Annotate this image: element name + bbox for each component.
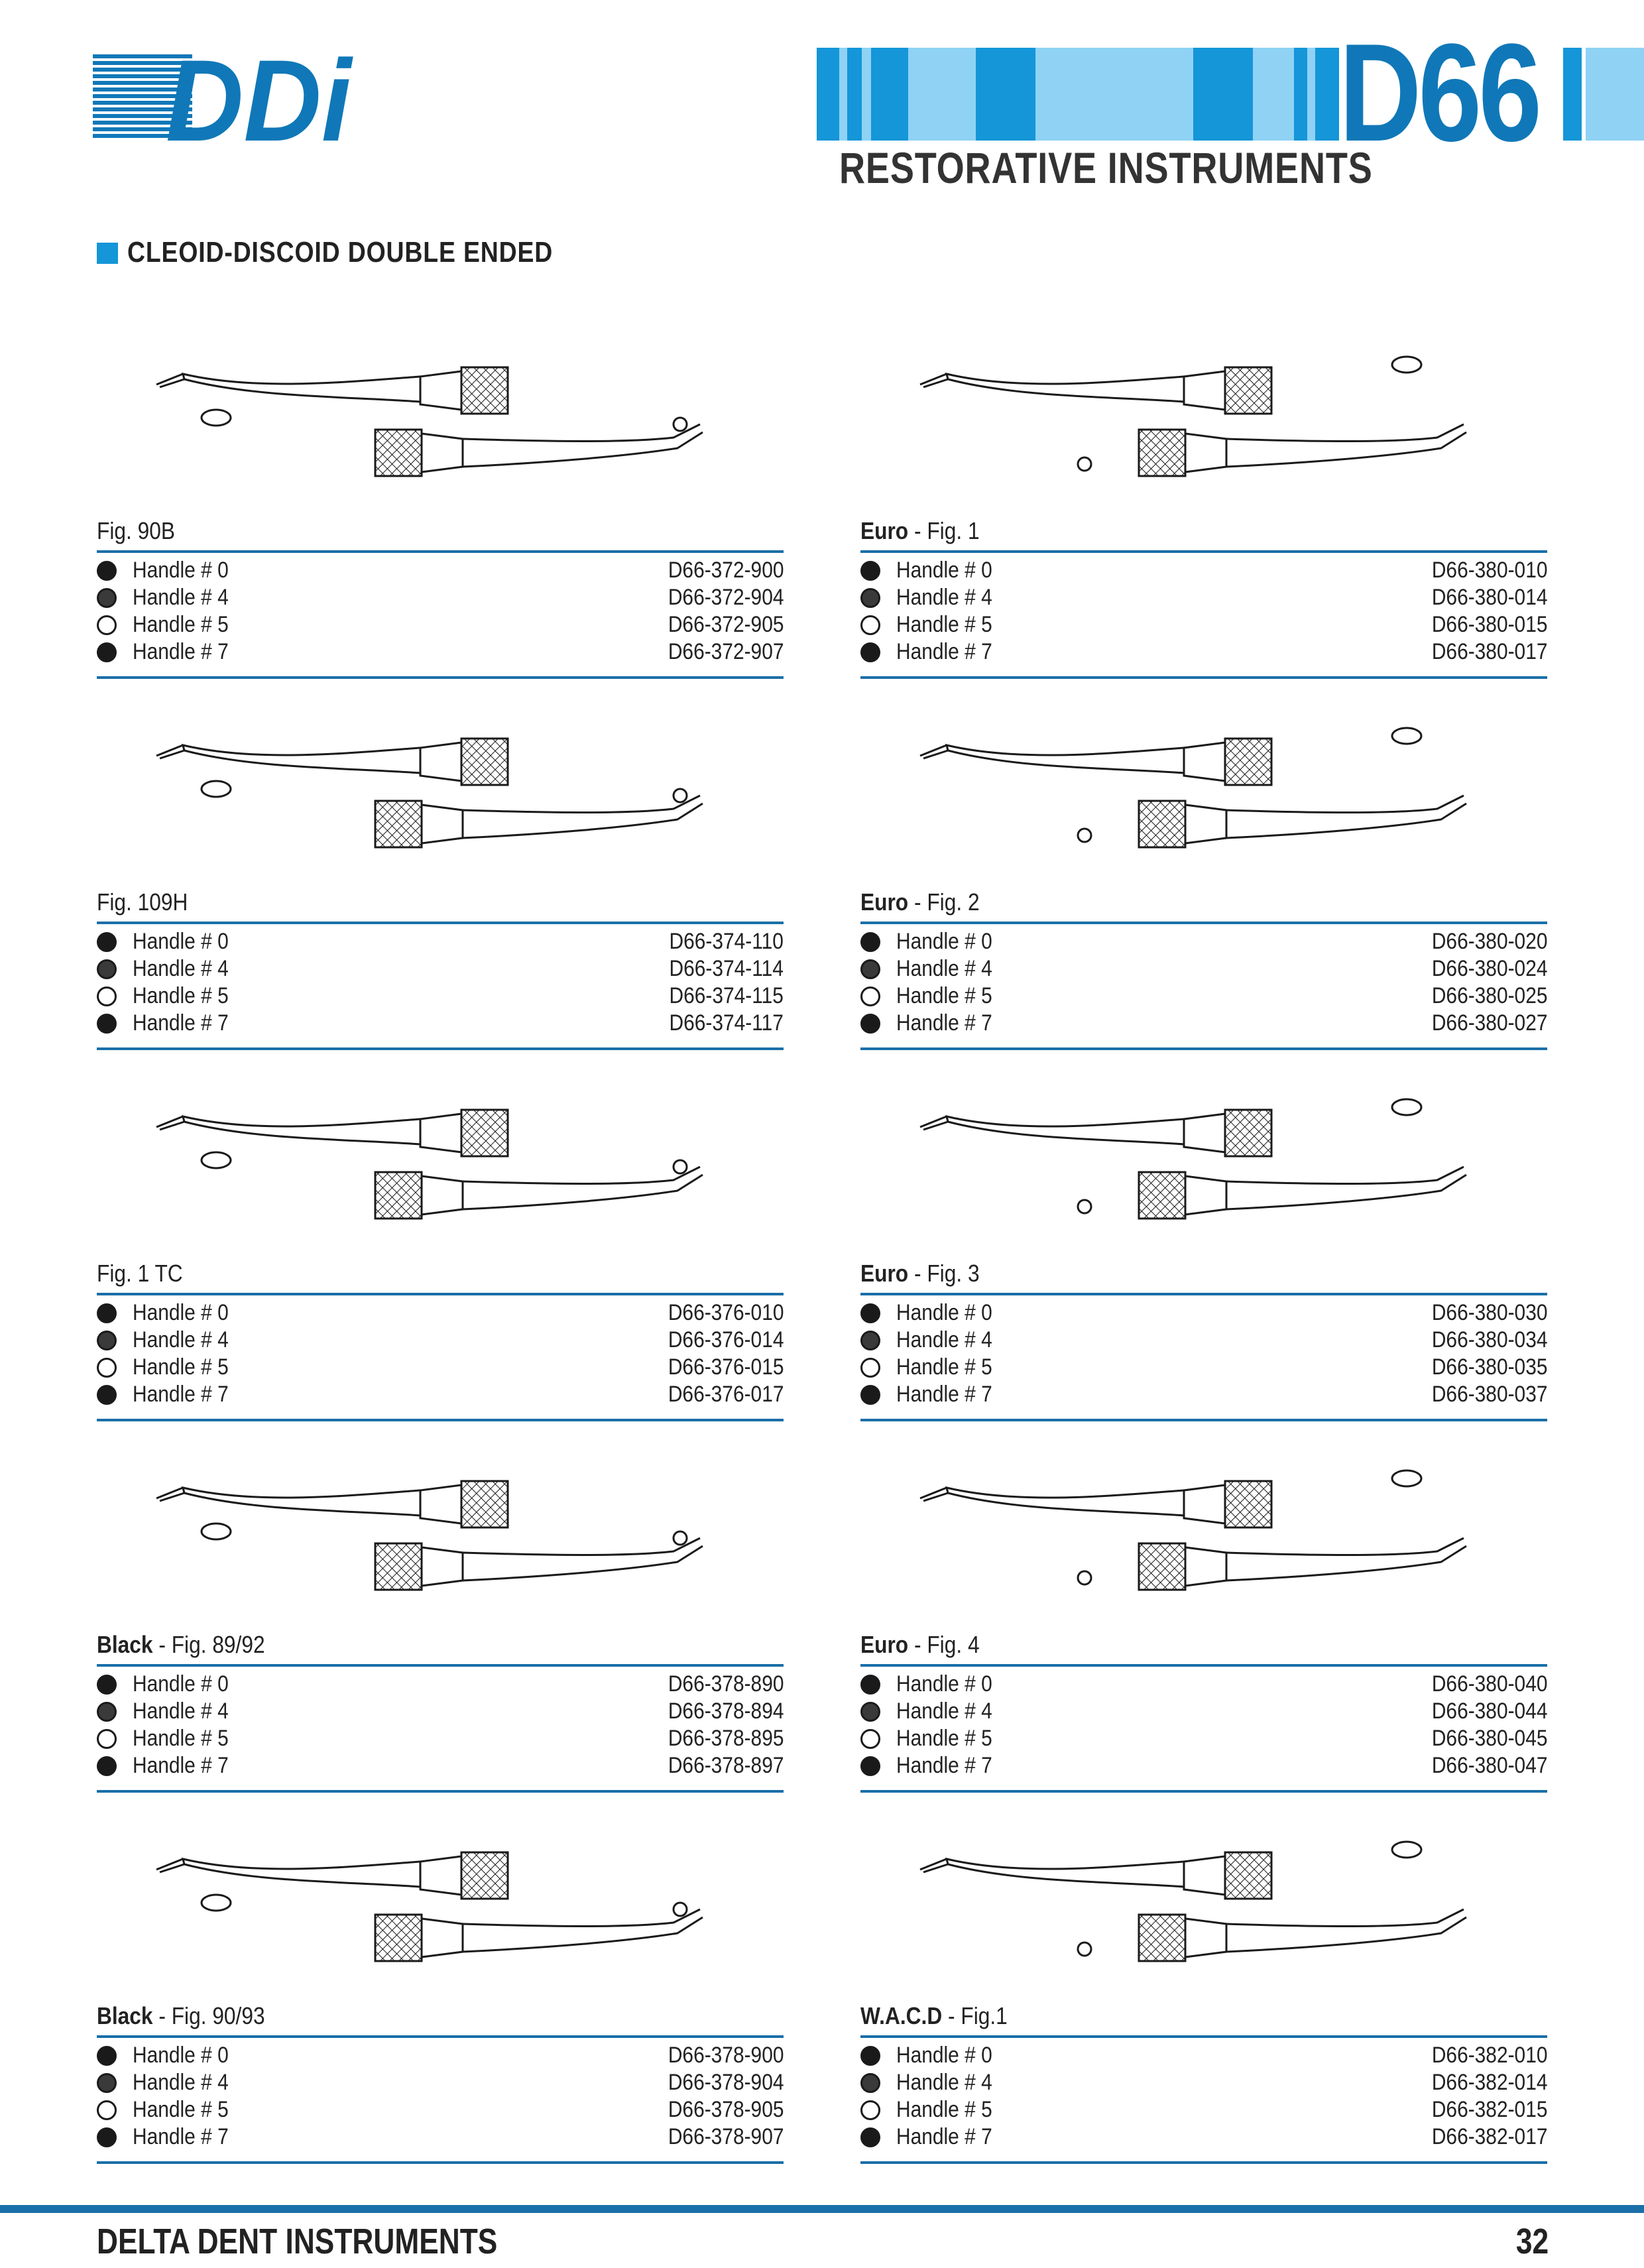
handle-dot-icon [860, 642, 880, 662]
table-row [860, 1354, 1547, 1381]
handle-label: Handle # 5 [133, 983, 229, 1008]
table-row [97, 2042, 784, 2069]
handle-table [97, 928, 784, 1037]
table-rule-top [860, 550, 1547, 553]
figure-title [860, 1260, 980, 1287]
instrument-drawing [860, 1061, 1547, 1260]
header-stripe-band [817, 48, 1339, 141]
ddi-logo [93, 41, 358, 154]
table-row [97, 1698, 784, 1725]
handle-dot-icon [97, 986, 117, 1006]
handle-dot-icon [860, 1331, 880, 1350]
table-rule-top [97, 922, 784, 924]
handle-label: Handle # 0 [133, 1300, 229, 1325]
product-code: D66-374-114 [669, 956, 784, 981]
handle-dot-icon [97, 2073, 117, 2093]
figure-label: - Fig. 3 [908, 1260, 980, 1287]
product-block [97, 1432, 784, 1803]
table-rule-bottom [97, 1047, 784, 1050]
header-stripe-end-light [1586, 48, 1644, 141]
table-rule-bottom [860, 2161, 1547, 2164]
figure-title [97, 888, 188, 916]
handle-label: Handle # 4 [896, 585, 992, 610]
table-row [860, 1698, 1547, 1725]
handle-dot-icon [860, 2046, 880, 2066]
instrument-drawing [97, 1061, 784, 1260]
catalog-subtitle: RESTORATIVE INSTRUMENTS [839, 143, 1373, 192]
handle-dot-icon [97, 1729, 117, 1749]
instrument-drawing [860, 1432, 1547, 1631]
figure-label: - Fig. 89/92 [152, 1631, 265, 1658]
handle-dot-icon [97, 1385, 117, 1405]
handle-dot-icon [860, 2073, 880, 2093]
handle-label: Handle # 4 [133, 1699, 229, 1724]
handle-dot-icon [97, 1358, 117, 1378]
table-row [860, 1725, 1547, 1752]
table-rule-bottom [97, 676, 784, 679]
handle-label: Handle # 7 [896, 2124, 992, 2149]
figure-prefix: Black [97, 2002, 153, 2029]
product-block [860, 1803, 1547, 2175]
handle-label: Handle # 7 [896, 1010, 992, 1036]
table-row [860, 2042, 1547, 2069]
footer-company: DELTA DENT INSTRUMENTS [97, 2222, 498, 2261]
instrument-drawing [860, 689, 1547, 888]
handle-dot-icon [860, 615, 880, 635]
handle-dot-icon [97, 615, 117, 635]
table-row [860, 928, 1547, 955]
product-code: D66-378-904 [668, 2070, 784, 2095]
header-stripe-end [1563, 48, 1582, 141]
handle-dot-icon [860, 1756, 880, 1776]
handle-dot-icon [97, 2127, 117, 2147]
table-rule-top [97, 1293, 784, 1295]
product-code: D66-382-017 [1431, 2124, 1547, 2149]
product-code: D66-382-015 [1431, 2097, 1547, 2122]
product-code: D66-382-010 [1431, 2043, 1547, 2068]
figure-label: Fig. 1 TC [97, 1260, 183, 1287]
table-row [97, 1327, 784, 1354]
table-row [97, 1381, 784, 1408]
handle-dot-icon [97, 959, 117, 979]
table-row [860, 1671, 1547, 1698]
table-rule-bottom [860, 1047, 1547, 1050]
instrument-drawing [860, 1803, 1547, 2002]
handle-dot-icon [860, 986, 880, 1006]
table-rule-top [97, 550, 784, 553]
product-code: D66-374-115 [669, 983, 784, 1008]
table-row [97, 1299, 784, 1327]
figure-prefix: Euro [860, 1260, 909, 1287]
product-code: D66-380-045 [1431, 1726, 1547, 1751]
handle-table [860, 557, 1547, 666]
product-code: D66-380-030 [1431, 1300, 1547, 1325]
table-row [97, 557, 784, 584]
product-block [97, 1803, 784, 2175]
handle-dot-icon [860, 1729, 880, 1749]
table-row [860, 1381, 1547, 1408]
handle-label: Handle # 7 [133, 1753, 229, 1778]
table-row [860, 1752, 1547, 1779]
table-rule-top [97, 1664, 784, 1667]
handle-dot-icon [860, 2127, 880, 2147]
section-bullet-icon [97, 243, 118, 264]
handle-label: Handle # 0 [896, 2043, 992, 2068]
handle-label: Handle # 7 [133, 1382, 229, 1407]
product-code: D66-378-900 [668, 2043, 784, 2068]
handle-label: Handle # 0 [133, 558, 229, 583]
instrument-drawing [97, 1803, 784, 2002]
product-code: D66-376-015 [668, 1354, 784, 1380]
handle-table [97, 1671, 784, 1779]
product-block [860, 689, 1547, 1061]
product-code: D66-376-017 [668, 1382, 784, 1407]
table-row [97, 1010, 784, 1037]
product-code: D66-380-027 [1431, 1010, 1547, 1036]
figure-prefix: Euro [860, 1631, 909, 1658]
page-number: 32 [1515, 2222, 1549, 2261]
handle-dot-icon [97, 1702, 117, 1722]
handle-label: Handle # 4 [896, 2070, 992, 2095]
table-rule-bottom [97, 1419, 784, 1421]
table-row [97, 1725, 784, 1752]
section-title: CLEOID-DISCOID DOUBLE ENDED [127, 236, 554, 269]
product-block [97, 318, 784, 689]
handle-label: Handle # 0 [896, 1671, 992, 1697]
product-code: D66-378-897 [668, 1753, 784, 1778]
handle-label: Handle # 0 [896, 1300, 992, 1325]
product-code: D66-372-905 [668, 612, 784, 637]
handle-label: Handle # 5 [133, 1726, 229, 1751]
handle-dot-icon [860, 2100, 880, 2120]
handle-label: Handle # 0 [133, 1671, 229, 1697]
svg-text:DDi: DDi [166, 41, 354, 154]
table-row [860, 1010, 1547, 1037]
instrument-drawing [97, 318, 784, 517]
product-block [860, 1061, 1547, 1432]
product-code: D66-378-895 [668, 1726, 784, 1751]
table-row [860, 2123, 1547, 2151]
handle-dot-icon [97, 642, 117, 662]
product-block [97, 1061, 784, 1432]
figure-label: - Fig.1 [942, 2002, 1008, 2029]
handle-dot-icon [97, 588, 117, 608]
instrument-drawing [97, 689, 784, 888]
product-code: D66-372-904 [668, 585, 784, 610]
handle-label: Handle # 0 [896, 558, 992, 583]
product-code: D66-380-010 [1431, 558, 1547, 583]
figure-label: Fig. 109H [97, 888, 188, 916]
catalog-code: D66 [1339, 15, 1539, 170]
handle-label: Handle # 4 [133, 1327, 229, 1352]
handle-dot-icon [860, 1303, 880, 1323]
handle-label: Handle # 5 [896, 1726, 992, 1751]
handle-label: Handle # 5 [896, 1354, 992, 1380]
table-row [860, 1327, 1547, 1354]
figure-prefix: W.A.C.D [860, 2002, 943, 2029]
product-block [97, 689, 784, 1061]
table-rule-bottom [860, 1790, 1547, 1793]
product-code: D66-372-907 [668, 639, 784, 664]
table-row [97, 1671, 784, 1698]
figure-label: - Fig. 1 [908, 517, 980, 544]
product-code: D66-374-117 [669, 1010, 784, 1036]
product-code: D66-380-037 [1431, 1382, 1547, 1407]
product-code: D66-380-035 [1431, 1354, 1547, 1380]
product-code: D66-380-024 [1431, 956, 1547, 981]
figure-label: Fig. 90B [97, 517, 175, 544]
handle-label: Handle # 0 [896, 929, 992, 954]
product-code: D66-380-040 [1431, 1671, 1547, 1697]
product-code: D66-378-905 [668, 2097, 784, 2122]
handle-label: Handle # 5 [896, 983, 992, 1008]
table-rule-bottom [860, 676, 1547, 679]
handle-label: Handle # 4 [896, 1699, 992, 1724]
handle-dot-icon [97, 1303, 117, 1323]
product-code: D66-376-014 [668, 1327, 784, 1352]
handle-dot-icon [97, 561, 117, 581]
table-rule-bottom [97, 1790, 784, 1793]
table-row [97, 955, 784, 983]
table-row [860, 2069, 1547, 2096]
handle-label: Handle # 7 [133, 639, 229, 664]
handle-label: Handle # 7 [896, 1382, 992, 1407]
table-rule-top [860, 2035, 1547, 2038]
catalog-code-box [1339, 15, 1558, 170]
handle-table [97, 1299, 784, 1408]
figure-prefix: Euro [860, 888, 909, 916]
handle-table [97, 2042, 784, 2151]
product-code: D66-380-047 [1431, 1753, 1547, 1778]
handle-dot-icon [860, 588, 880, 608]
figure-title [97, 1631, 265, 1659]
handle-dot-icon [860, 561, 880, 581]
table-row [97, 928, 784, 955]
figure-label: - Fig. 2 [908, 888, 980, 916]
handle-label: Handle # 5 [133, 612, 229, 637]
product-block [860, 1432, 1547, 1803]
handle-label: Handle # 4 [896, 1327, 992, 1352]
table-row [97, 611, 784, 638]
product-code: D66-380-017 [1431, 639, 1547, 664]
figure-label: - Fig. 4 [908, 1631, 980, 1658]
handle-dot-icon [97, 932, 117, 952]
table-row [860, 2096, 1547, 2123]
handle-dot-icon [860, 1675, 880, 1695]
handle-label: Handle # 5 [896, 2097, 992, 2122]
product-code: D66-380-015 [1431, 612, 1547, 637]
table-row [860, 983, 1547, 1010]
handle-dot-icon [860, 1358, 880, 1378]
instrument-drawing [97, 1432, 784, 1631]
figure-label: - Fig. 90/93 [152, 2002, 265, 2029]
footer-rule [0, 2205, 1644, 2213]
handle-table [97, 557, 784, 666]
figure-title [97, 517, 175, 545]
table-row [97, 2069, 784, 2096]
table-rule-top [860, 922, 1547, 924]
table-row [97, 2096, 784, 2123]
table-rule-bottom [97, 2161, 784, 2164]
handle-dot-icon [97, 2046, 117, 2066]
table-row [860, 557, 1547, 584]
figure-title [860, 2002, 1008, 2030]
handle-label: Handle # 7 [133, 1010, 229, 1036]
handle-label: Handle # 5 [133, 2097, 229, 2122]
figure-title [97, 2002, 265, 2030]
product-code: D66-372-900 [668, 558, 784, 583]
handle-table [860, 1299, 1547, 1408]
table-row [97, 1354, 784, 1381]
product-block [860, 318, 1547, 689]
table-row [860, 584, 1547, 611]
table-rule-top [860, 1293, 1547, 1295]
handle-label: Handle # 7 [896, 1753, 992, 1778]
product-code: D66-378-890 [668, 1671, 784, 1697]
handle-label: Handle # 4 [133, 585, 229, 610]
handle-table [860, 928, 1547, 1037]
handle-dot-icon [860, 1014, 880, 1034]
table-row [97, 638, 784, 666]
handle-label: Handle # 4 [896, 956, 992, 981]
instrument-drawing [860, 318, 1547, 517]
table-row [97, 2123, 784, 2151]
table-rule-top [97, 2035, 784, 2038]
handle-table [860, 2042, 1547, 2151]
product-code: D66-380-034 [1431, 1327, 1547, 1352]
table-row [860, 638, 1547, 666]
handle-label: Handle # 5 [133, 1354, 229, 1380]
figure-prefix: Black [97, 1631, 153, 1658]
handle-dot-icon [97, 1756, 117, 1776]
product-code: D66-378-907 [668, 2124, 784, 2149]
handle-label: Handle # 0 [133, 929, 229, 954]
handle-dot-icon [97, 1014, 117, 1034]
handle-dot-icon [860, 1385, 880, 1405]
handle-dot-icon [860, 932, 880, 952]
table-row [97, 584, 784, 611]
product-code: D66-378-894 [668, 1699, 784, 1724]
product-code: D66-374-110 [669, 929, 784, 954]
table-row [860, 955, 1547, 983]
table-rule-top [860, 1664, 1547, 1667]
figure-prefix: Euro [860, 517, 909, 544]
handle-dot-icon [860, 959, 880, 979]
table-rule-bottom [860, 1419, 1547, 1421]
product-code: D66-382-014 [1431, 2070, 1547, 2095]
handle-label: Handle # 4 [133, 956, 229, 981]
product-code: D66-376-010 [668, 1300, 784, 1325]
handle-dot-icon [97, 2100, 117, 2120]
handle-label: Handle # 4 [133, 2070, 229, 2095]
handle-label: Handle # 7 [896, 639, 992, 664]
product-code: D66-380-044 [1431, 1699, 1547, 1724]
handle-dot-icon [97, 1331, 117, 1350]
table-row [860, 611, 1547, 638]
figure-title [860, 517, 980, 545]
figure-title [860, 1631, 980, 1659]
table-row [860, 1299, 1547, 1327]
product-code: D66-380-020 [1431, 929, 1547, 954]
table-row [97, 1752, 784, 1779]
handle-label: Handle # 7 [133, 2124, 229, 2149]
table-row [97, 983, 784, 1010]
handle-dot-icon [97, 1675, 117, 1695]
figure-title [97, 1260, 183, 1287]
handle-label: Handle # 0 [133, 2043, 229, 2068]
product-code: D66-380-014 [1431, 585, 1547, 610]
handle-dot-icon [860, 1702, 880, 1722]
handle-table [860, 1671, 1547, 1779]
product-code: D66-380-025 [1431, 983, 1547, 1008]
handle-label: Handle # 5 [896, 612, 992, 637]
figure-title [860, 888, 980, 916]
